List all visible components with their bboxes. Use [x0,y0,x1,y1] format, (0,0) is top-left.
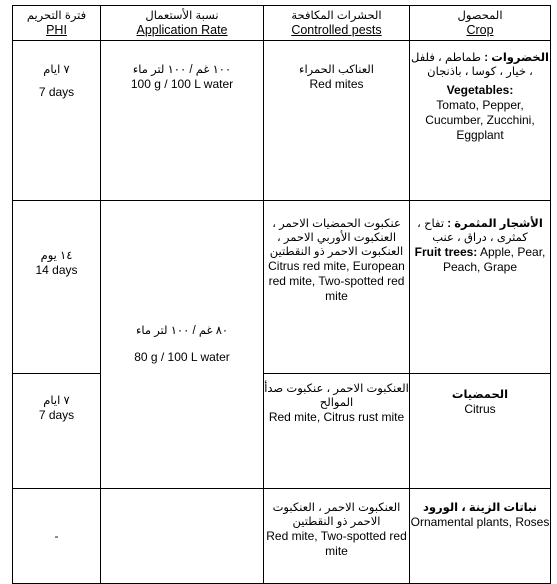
phi-cell [13,201,101,374]
crop-ar-title: الأشجار المثمرة : [447,218,543,230]
pests-cell [264,489,410,584]
crop-cell [410,41,551,201]
crop-cell [410,489,551,584]
pests-ar: العناكب الحمراء [299,64,374,76]
pesticide-usage-table [12,5,551,584]
phi-cell [13,41,101,201]
pests-header-ar: الحشرات المكافحة [291,9,382,22]
pests-en: Red mites [309,77,364,91]
pests-en: Red mite, Two-spotted red mite [266,529,407,558]
pests-en: Citrus red mite, European red mite, Two-spotted red mite [268,259,405,303]
crop-ar-list: طماطم ، فلفل ، خيار ، كوسا ، باذنجان [411,52,533,78]
phi-header-ar: فترة التحريم [26,9,87,22]
rate-cell [101,201,264,489]
crop-cell [410,201,551,374]
phi-en: 7 days [38,85,75,99]
pests-cell [264,201,410,374]
crop-en-list: Tomato, Pepper, Cucumber, Zucchini, Eggplant [425,98,535,142]
phi-en: 14 days [35,263,78,277]
table-row [13,489,551,584]
phi-cell [13,374,101,489]
crop-en-list: Apple, Pear, Peach, Grape [442,245,546,274]
phi-ar: ٧ ايام [43,64,70,76]
crop-ar [410,51,550,79]
crop-ar-title: الحمضيات [451,389,509,401]
table-row [13,41,551,201]
rate-header [101,6,264,41]
crop-en: Citrus [464,402,496,416]
pests-header-en: Controlled pests [291,22,382,37]
rate-cell [101,489,264,584]
crop-en: Ornamental plants, Roses [410,515,550,529]
crop-en [410,83,550,143]
crop-en [410,245,550,275]
rate-en: 100 g / 100 L water [130,77,234,91]
rate-cell [101,41,264,201]
pests-ar: العنكبوت الاحمر ، عنكبوت صدأ الموالح [264,383,409,409]
rate-en: 80 g / 100 L water [134,350,230,364]
phi-en: 7 days [38,408,75,422]
crop-header [410,6,551,41]
table-row [13,374,551,489]
crop-ar-list: تفاح ، كمثرى ، دراق ، عنب [417,218,528,244]
rate-ar: ١٠٠ غم / ١٠٠ لتر ماء [132,64,232,76]
crop-cell [410,374,551,489]
pests-cell [264,374,410,489]
rate-header-ar: نسبة الأستعمال [145,9,219,22]
crop-en-title: Vegetables: [446,83,514,97]
pests-ar: العنكبوت الاحمر ، العنكبوت الاحمر ذو النقطتين [272,502,401,528]
crop-en-title: Fruit trees: [414,245,478,259]
pests-header [264,6,410,41]
phi-value: - [54,528,59,543]
phi-cell [13,489,101,584]
pests-cell [264,41,410,201]
pests-ar: عنكبوت الحمضيات الاحمر ، العنكبوت الأوربي الاحمر ، العنكبوت الاحمر ذو النقطتين [269,218,404,258]
crop-ar-title: نباتات الزينة ، الورود [422,502,538,514]
table-row [13,201,551,374]
phi-ar: ٧ ايام [43,395,70,407]
crop-ar-title: الخضروات : [484,52,549,64]
pests-en: Red mite, Citrus rust mite [268,410,405,424]
phi-header [13,6,101,41]
crop-header-en: Crop [466,22,494,37]
rate-header-en: Application Rate [136,22,228,37]
crop-header-ar: المحصول [457,9,503,22]
rate-ar: ٨٠ غم / ١٠٠ لتر ماء [135,325,229,337]
phi-ar: ١٤ يوم [40,250,73,262]
table-header-row [13,6,551,41]
crop-ar [410,217,550,245]
phi-header-en: PHI [46,22,67,37]
